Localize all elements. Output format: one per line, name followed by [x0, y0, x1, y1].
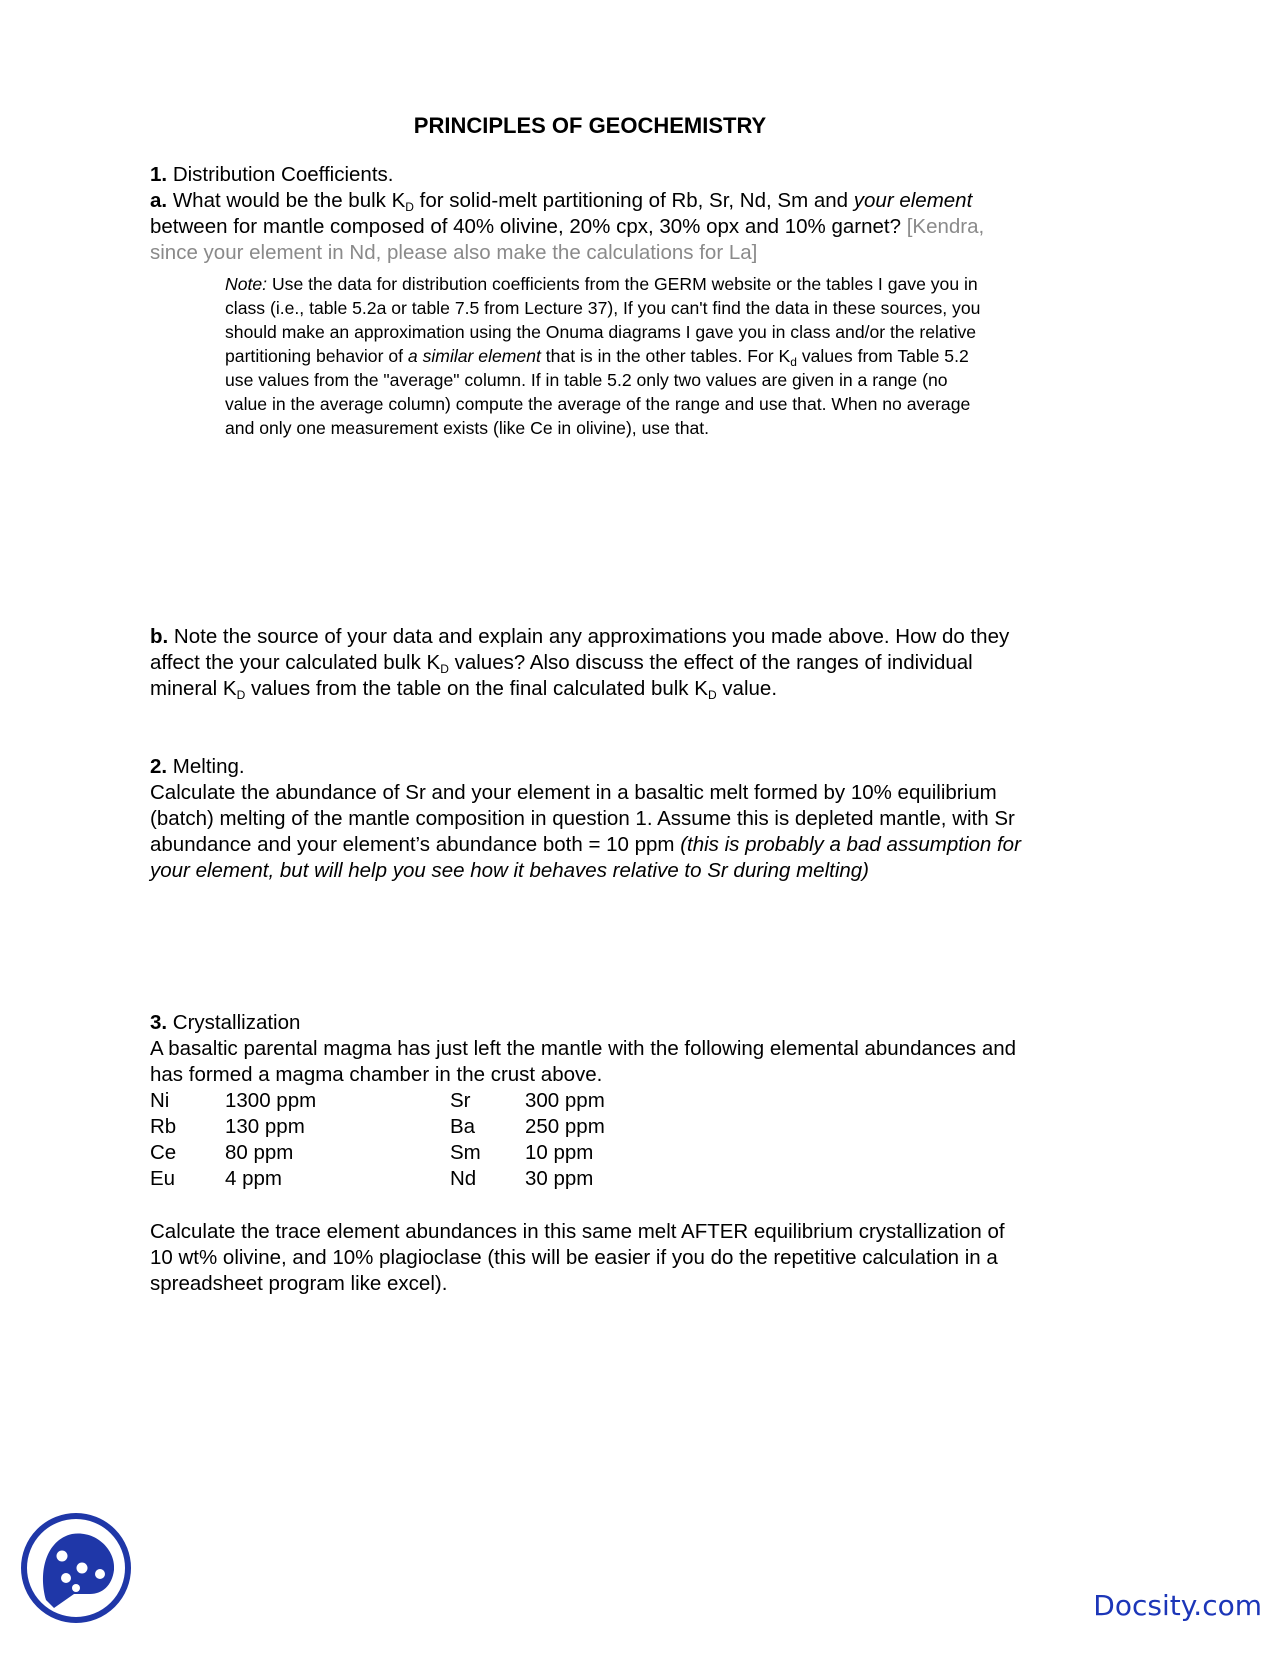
note-line-4c: values from Table 5.2	[796, 346, 969, 366]
table-row	[150, 1140, 770, 1166]
note-line-7: and only one measurement exists (like Ce in olivine), use that.	[225, 418, 710, 438]
q2-line-3: abundance and your element’s abundance both = 10 ppm	[150, 833, 681, 856]
question-1	[150, 162, 1140, 266]
q2-italic-2: your element, but will help you see how it behaves relative to Sr during melting)	[150, 859, 870, 882]
q1-heading: Distribution Coefficients.	[172, 163, 394, 186]
note-line-5: use values from the "average" column. If in table 5.2 only two values are given in a range (no	[225, 370, 948, 390]
q1-number: 1.	[150, 163, 168, 186]
value-cell: 10 ppm	[525, 1141, 594, 1164]
q3-line-2: has formed a magma chamber in the crust above.	[150, 1063, 603, 1086]
element-cell: Rb	[150, 1115, 177, 1138]
value-cell: 1300 ppm	[225, 1089, 317, 1112]
q1a-text-1: What would be the bulk K	[172, 189, 406, 212]
element-cell: Ba	[450, 1115, 476, 1138]
q1a-label: a.	[150, 189, 168, 212]
q2-line-2: (batch) melting of the mantle composition in question 1. Assume this is depleted mantle, with Sr	[150, 807, 1015, 830]
value-cell: 30 ppm	[525, 1167, 594, 1190]
q1b-line-2b: values? Also discuss the effect of the ranges of individual	[448, 651, 973, 674]
abundance-table	[150, 1088, 770, 1192]
q3-heading: Crystallization	[167, 1011, 301, 1034]
question-1b	[150, 624, 1140, 702]
value-cell: 250 ppm	[525, 1115, 605, 1138]
q1a-comment-1: [Kendra,	[906, 215, 985, 238]
table-row	[150, 1114, 770, 1140]
element-cell: Ni	[150, 1089, 170, 1112]
q2-heading: Melting.	[167, 755, 245, 778]
q1b-line-1: Note the source of your data and explain any approximations you made above. How do they	[168, 625, 1010, 648]
value-cell: 4 ppm	[225, 1167, 282, 1190]
q2-italic-1: (this is probably a bad assumption for	[680, 833, 1021, 856]
element-cell: Ce	[150, 1141, 177, 1164]
q1a-italic: your element	[853, 189, 973, 212]
kd-subscript: D	[405, 200, 414, 214]
element-cell: Eu	[150, 1167, 176, 1190]
note-line-2: class (i.e., table 5.2a or table 7.5 from Lecture 37), If you can't find the data in these sources, you	[225, 298, 981, 318]
q1b-line-2a: affect the your calculated bulk K	[150, 651, 441, 674]
note-line-3: should make an approximation using the Onuma diagrams I gave you in class and/or the relative	[225, 322, 977, 342]
q3-instruction-2: 10 wt% olivine, and 10% plagioclase (this will be easier if you do the repetitive calculation in a	[150, 1246, 998, 1269]
q1-heading-line	[150, 162, 1140, 188]
kd-subscript: D	[440, 662, 449, 676]
q1a-text-2: for solid-melt partitioning of Rb, Sr, Nd, Sm and	[413, 189, 854, 212]
note-line-1: Use the data for distribution coefficients from the GERM website or the tables I gave you in	[267, 274, 978, 294]
value-cell: 300 ppm	[525, 1089, 605, 1112]
element-cell: Sr	[450, 1089, 471, 1112]
note-line-4a: partitioning behavior of	[225, 346, 408, 366]
note-label: Note:	[225, 274, 268, 294]
q1a-line-2	[150, 214, 1140, 240]
q1b-line-3a: mineral K	[150, 677, 237, 700]
element-cell: Sm	[450, 1141, 481, 1164]
kd-subscript-lower: d	[790, 355, 797, 369]
question-3-instructions	[150, 1219, 1140, 1297]
kd-subscript: D	[707, 688, 717, 702]
q1a-text-3: between for mantle composed of 40% olivine, 20% cpx, 30% opx and 10% garnet?	[150, 215, 901, 238]
note-line-6: value in the average column) compute the average of the range and use that. When no average	[225, 394, 971, 414]
q1a-line-3: since your element in Nd, please also make the calculations for La]	[150, 241, 758, 264]
q1b-line-3b: values from the table on the final calculated bulk K	[245, 677, 708, 700]
q2-number: 2.	[150, 755, 168, 778]
q1a-note	[225, 272, 1130, 440]
q1b-line-3c: value.	[716, 677, 778, 700]
q3-instruction-1: Calculate the trace element abundances in this same melt AFTER equilibrium crystallization of	[150, 1220, 1005, 1243]
q2-line-1: Calculate the abundance of Sr and your element in a basaltic melt formed by 10% equilibrium	[150, 781, 997, 804]
value-cell: 130 ppm	[225, 1115, 305, 1138]
document-title: PRINCIPLES OF GEOCHEMISTRY	[413, 113, 767, 138]
question-3	[150, 1010, 1140, 1088]
note-italic: a similar element	[407, 346, 541, 366]
q3-instruction-3: spreadsheet program like excel).	[150, 1272, 448, 1295]
q1b-label: b.	[150, 625, 169, 648]
table-row	[150, 1088, 770, 1114]
q3-line-1: A basaltic parental magma has just left the mantle with the following elemental abundances and	[150, 1037, 1017, 1060]
question-2	[150, 754, 1140, 884]
docsity-brand-link[interactable]: Docsity.com	[1093, 1589, 1262, 1622]
q3-number: 3.	[150, 1011, 168, 1034]
table-row	[150, 1166, 770, 1192]
note-line-4b: that is in the other tables. For K	[540, 346, 791, 366]
q1a-line-1	[150, 188, 1140, 214]
value-cell: 80 ppm	[225, 1141, 294, 1164]
docsity-logo-icon	[20, 1512, 132, 1624]
element-cell: Nd	[450, 1167, 477, 1190]
kd-subscript: D	[236, 688, 246, 702]
